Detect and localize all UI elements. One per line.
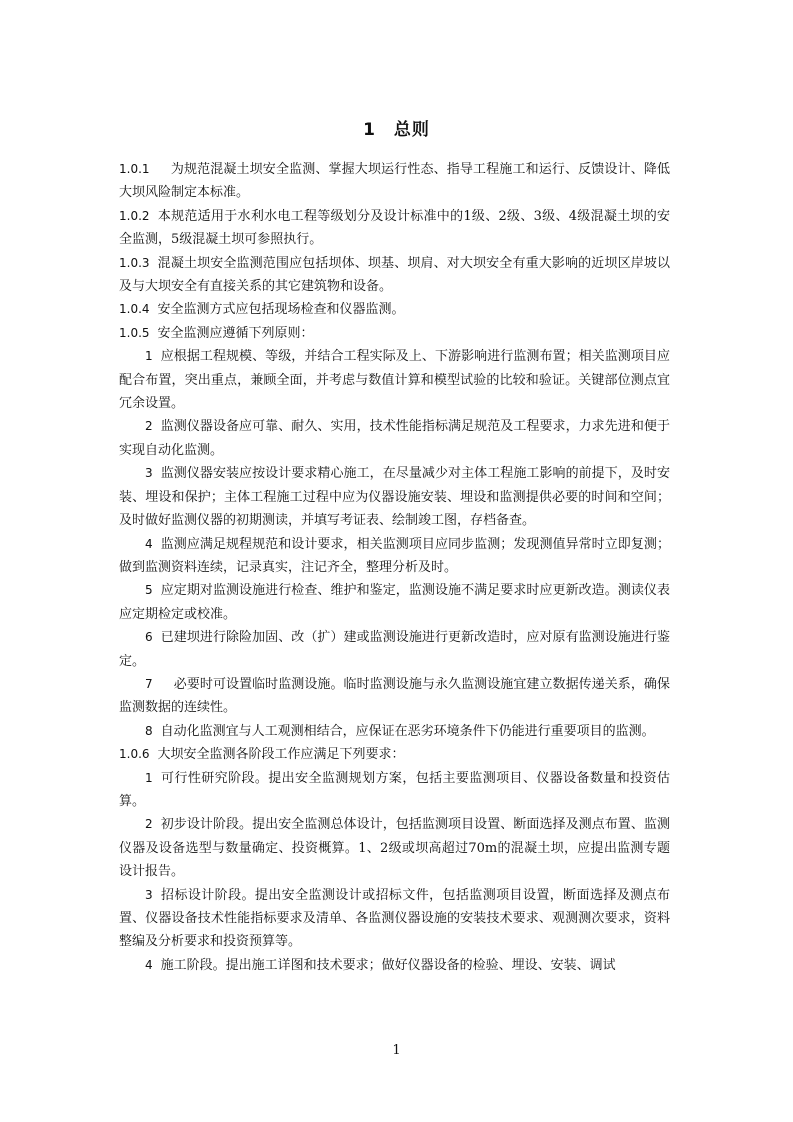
sub-item-7 [119, 673, 670, 720]
sub-item-2 [119, 415, 670, 462]
item-number: 4 [145, 957, 153, 972]
clause-1-0-2 [119, 205, 670, 252]
item-number: 3 [145, 466, 153, 481]
stage-item-3 [119, 884, 670, 954]
item-number: 6 [145, 630, 153, 645]
clause-text: 混凝土坝安全监测范围应包括坝体、坝基、坝肩、对大坝安全有重大影响的近坝区岸坡以及与大坝安全有直接关系的其它建筑物和设备。 [119, 255, 670, 295]
page-number: 1 [392, 1043, 401, 1058]
sub-item-8 [119, 720, 670, 743]
item-text: 监测应满足规程规范和设计要求，相关监测项目应同步监测；发现测值异常时立即复测；做到监测资料连续，记录真实，注记齐全，整理分析及时。 [119, 536, 670, 575]
item-number: 3 [145, 887, 153, 902]
item-number: 7 [145, 676, 153, 691]
clause-1-0-5 [119, 322, 670, 345]
document-body [119, 158, 670, 977]
item-text: 可行性研究阶段。提出安全监测规划方案，包括主要监测项目、仪器设备数量和投资估算。 [119, 770, 670, 809]
item-text: 招标设计阶段。提出安全监测设计或招标文件，包括监测项目设置，断面选择及测点布置、仪器设备技术性能指标要求及清单、各监测仪器设施的安装技术要求、观测测次要求，资料整编及分析要求和投资预算等。 [119, 887, 670, 950]
clause-number: 1.0.2 [119, 208, 150, 223]
clause-text: 大坝安全监测各阶段工作应满足下列要求： [157, 747, 405, 763]
clause-1-0-4 [119, 298, 670, 321]
item-number: 5 [145, 583, 153, 598]
clause-1-0-6 [119, 743, 670, 766]
item-number: 1 [145, 770, 153, 785]
clause-text: 本规范适用于水利水电工程等级划分及设计标准中的1级、2级、3级、4级混凝土坝的安全监测，5级混凝土坝可参照执行。 [119, 208, 670, 248]
sub-item-3 [119, 462, 670, 532]
item-number: 1 [145, 349, 153, 364]
item-text: 应定期对监测设施进行检查、维护和鉴定，监测设施不满足要求时应更新改造。测读仪表应定期检定或校准。 [119, 583, 670, 622]
stage-item-2 [119, 813, 670, 883]
stage-item-1 [119, 767, 670, 814]
item-text: 初步设计阶段。提出安全监测总体设计，包括监测项目设置、断面选择及测点布置、监测仪器及设备选型与数量确定、投资概算。1、2级或坝高超过70m的混凝土坝，应提出监测专题设计报告。 [119, 817, 670, 880]
item-text: 监测仪器安装应按设计要求精心施工，在尽量减少对主体工程施工影响的前提下，及时安装、埋设和保护；主体工程施工过程中应为仪器设施安装、埋设和监测提供必要的时间和空间；及时做好监测仪器的初期测读，并填写考证表、绘制竣工图，存档备查。 [119, 466, 670, 529]
clause-number: 1.0.5 [119, 325, 150, 340]
sub-item-1 [119, 345, 670, 415]
clause-text: 为规范混凝土坝安全监测、掌握大坝运行性态、指导工程施工和运行、反馈设计、降低大坝风险制定本标准。 [119, 162, 670, 201]
clause-number: 1.0.6 [119, 747, 150, 762]
item-number: 2 [145, 419, 153, 434]
sub-item-6 [119, 626, 670, 673]
clause-text: 安全监测方式应包括现场检查和仪器监测。 [157, 302, 405, 318]
clause-number: 1.0.1 [119, 162, 150, 176]
item-number: 8 [145, 723, 153, 738]
item-text: 必要时可设置临时监测设施。临时监测设施与永久监测设施宜建立数据传递关系，确保监测数据的连续性。 [119, 676, 670, 716]
item-text: 应根据工程规模、等级，并结合工程实际及上、下游影响进行监测布置；相关监测项目应配合布置，突出重点，兼顾全面，并考虑与数值计算和模型试验的比较和验证。关键部位测点宜冗余设置。 [119, 349, 670, 412]
item-text: 施工阶段。提出施工详图和技术要求；做好仪器设备的检验、埋设、安装、调试 [160, 957, 616, 973]
item-text: 自动化监测宜与人工观测相结合，应保证在恶劣环境条件下仍能进行重要项目的监测。 [160, 723, 655, 739]
clause-1-0-1 [119, 158, 670, 205]
clause-1-0-3 [119, 252, 670, 299]
item-text: 监测仪器设备应可靠、耐久、实用，技术性能指标满足规范及工程要求，力求先进和便于实现自动化监测。 [119, 419, 670, 458]
item-text: 已建坝进行除险加固、改（扩）建或监测设施进行更新改造时，应对原有监测设施进行鉴定。 [119, 630, 670, 669]
item-number: 2 [145, 817, 153, 832]
item-number: 4 [145, 536, 153, 551]
stage-item-4 [119, 954, 670, 977]
clause-number: 1.0.4 [119, 302, 150, 317]
clause-text: 安全监测应遵循下列原则： [157, 325, 314, 341]
clause-number: 1.0.3 [119, 255, 150, 270]
page-title: 1 总则 [363, 120, 430, 140]
sub-item-5 [119, 579, 670, 626]
sub-item-4 [119, 533, 670, 580]
